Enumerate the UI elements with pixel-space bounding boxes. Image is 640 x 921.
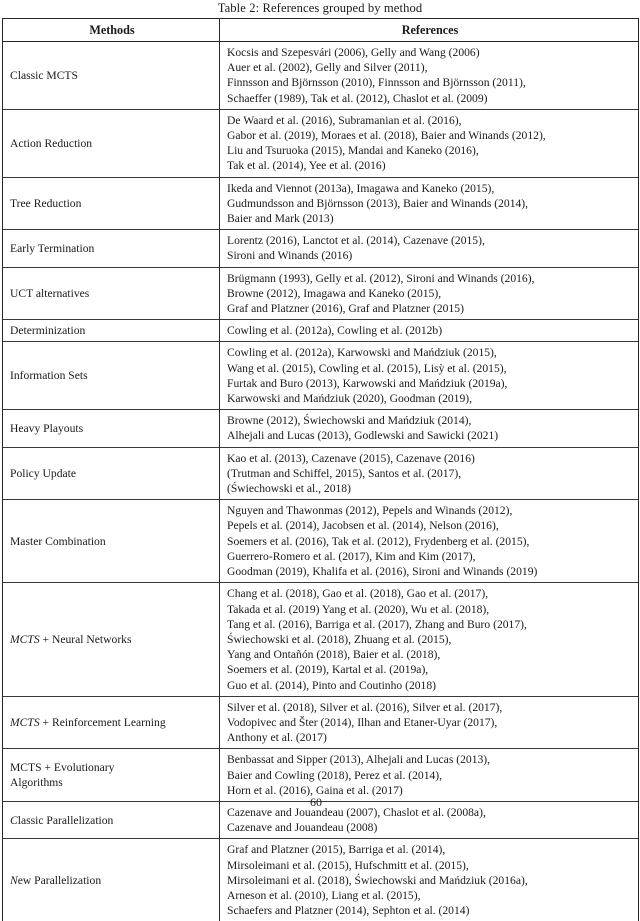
method-label: MCTS + Evolutionary Algorithms <box>3 757 219 793</box>
reference-line: Chang et al. (2018), Gao et al. (2018), Gao et al. (2017), <box>227 586 633 601</box>
table-row <box>3 230 639 267</box>
table-row <box>3 342 639 410</box>
table-row <box>3 500 639 583</box>
cell-method <box>3 500 220 583</box>
reference-line: Kao et al. (2013), Cazenave (2015), Cazenave (2016) <box>227 451 633 466</box>
reference-line: Mirsoleimani et al. (2015), Hufschmitt et al. (2015), <box>227 858 633 873</box>
reference-line: Tang et al. (2016), Barriga et al. (2017), Zhang and Buro (2017), <box>227 617 633 632</box>
reference-line: Anthony et al. (2017) <box>227 730 633 745</box>
reference-line: Kocsis and Szepesvári (2006), Gelly and Wang (2006) <box>227 45 633 60</box>
table-row <box>3 696 639 749</box>
cell-method <box>3 267 220 320</box>
table-row <box>3 749 639 802</box>
column-header-references: References <box>220 19 639 42</box>
references-list <box>220 448 638 500</box>
references-list <box>220 178 638 230</box>
reference-line: Soemers et al. (2016), Tak et al. (2012), Frydenberg et al. (2015), <box>227 534 633 549</box>
reference-line: Baier and Mark (2013) <box>227 211 633 226</box>
reference-line: Furtak and Buro (2013), Karwowski and Mańdziuk (2019a), <box>227 376 633 391</box>
cell-method <box>3 839 220 921</box>
cell-method <box>3 696 220 749</box>
table-row <box>3 42 639 110</box>
reference-line: Soemers et al. (2019), Kartal et al. (2019a), <box>227 662 633 677</box>
table-row <box>3 267 639 320</box>
reference-line: Gudmundsson and Björnsson (2013), Baier and Winands (2014), <box>227 196 633 211</box>
cell-method <box>3 320 220 342</box>
cell-references <box>220 801 639 838</box>
reference-line: Browne (2012), Świechowski and Mańdziuk (2014), <box>227 413 633 428</box>
reference-line: Alhejali and Lucas (2013), Godlewski and Sawicki (2021) <box>227 428 633 443</box>
table-row <box>3 320 639 342</box>
reference-line: Sironi and Winands (2016) <box>227 248 633 263</box>
method-label: UCT alternatives <box>3 283 219 304</box>
table-row <box>3 177 639 230</box>
cell-references <box>220 342 639 410</box>
references-table <box>2 18 639 921</box>
cell-method <box>3 42 220 110</box>
references-list <box>220 230 638 266</box>
cell-references <box>220 177 639 230</box>
references-list <box>220 839 638 921</box>
method-label: MCTS + Reinforcement Learning <box>3 712 219 733</box>
reference-line: Arneson et al. (2010), Liang et al. (2015), <box>227 888 633 903</box>
method-label: Policy Update <box>3 463 219 484</box>
reference-line: Karwowski and Mańdziuk (2020), Goodman (2019), <box>227 391 633 406</box>
reference-line: Świechowski et al. (2018), Zhuang et al. (2015), <box>227 632 633 647</box>
column-header-methods: Methods <box>3 19 220 42</box>
method-label: Information Sets <box>3 365 219 386</box>
reference-line: Finnsson and Björnsson (2010), Finnsson and Björnsson (2011), <box>227 75 633 90</box>
table-caption: Table 2: References grouped by method <box>0 0 640 16</box>
cell-method <box>3 342 220 410</box>
reference-line: Graf and Platzner (2015), Barriga et al. (2014), <box>227 842 633 857</box>
reference-line: Guo et al. (2014), Pinto and Coutinho (2018) <box>227 678 633 693</box>
reference-line: Wang et al. (2015), Cowling et al. (2015), Lisỳ et al. (2015), <box>227 361 633 376</box>
reference-line: Takada et al. (2019) Yang et al. (2020), Wu et al. (2018), <box>227 602 633 617</box>
reference-line: Baier and Cowling (2018), Perez et al. (2014), <box>227 768 633 783</box>
reference-line: De Waard et al. (2016), Subramanian et al. (2016), <box>227 113 633 128</box>
reference-line: (Świechowski et al., 2018) <box>227 481 633 496</box>
cell-method <box>3 447 220 500</box>
reference-line: Gabor et al. (2019), Moraes et al. (2018), Baier and Winands (2012), <box>227 128 633 143</box>
cell-method <box>3 109 220 177</box>
cell-references <box>220 109 639 177</box>
reference-line: Vodopivec and Šter (2014), Ilhan and Etaner-Uyar (2017), <box>227 715 633 730</box>
table-row <box>3 410 639 447</box>
references-list <box>220 110 638 177</box>
reference-line: Schaefers and Platzner (2014), Sephton et al. (2014) <box>227 903 633 918</box>
reference-line: Brügmann (1993), Gelly et al. (2012), Sironi and Winands (2016), <box>227 271 633 286</box>
method-label: Determinization <box>3 320 219 341</box>
method-label: Classic MCTS <box>3 65 219 86</box>
cell-references <box>220 696 639 749</box>
method-label: New Parallelization <box>3 870 219 891</box>
references-list <box>220 320 638 341</box>
reference-line: Silver et al. (2018), Silver et al. (2016), Silver et al. (2017), <box>227 700 633 715</box>
reference-line: Benbassat and Sipper (2013), Alhejali and Lucas (2013), <box>227 752 633 767</box>
reference-line: Cazenave and Jouandeau (2008) <box>227 820 633 835</box>
table-row <box>3 583 639 696</box>
references-list <box>220 342 638 409</box>
reference-line: Goodman (2019), Khalifa et al. (2016), Sironi and Winands (2019) <box>227 564 633 579</box>
cell-references <box>220 267 639 320</box>
table-row <box>3 447 639 500</box>
reference-line: Guerrero-Romero et al. (2017), Kim and Kim (2017), <box>227 549 633 564</box>
reference-line: Lorentz (2016), Lanctot et al. (2014), Cazenave (2015), <box>227 233 633 248</box>
reference-line: (Trutman and Schiffel, 2015), Santos et al. (2017), <box>227 466 633 481</box>
method-label: Action Reduction <box>3 133 219 154</box>
references-list <box>220 583 638 695</box>
reference-line: Liu and Tsuruoka (2015), Mandai and Kaneko (2016), <box>227 143 633 158</box>
cell-references <box>220 410 639 447</box>
reference-line: Auer et al. (2002), Gelly and Silver (2011), <box>227 60 633 75</box>
references-list <box>220 749 638 801</box>
cell-references <box>220 500 639 583</box>
cell-references <box>220 447 639 500</box>
cell-references <box>220 230 639 267</box>
table-row <box>3 109 639 177</box>
references-list <box>220 500 638 582</box>
reference-line: Browne (2012), Imagawa and Kaneko (2015), <box>227 286 633 301</box>
cell-references <box>220 839 639 921</box>
references-list <box>220 410 638 446</box>
references-list <box>220 697 638 749</box>
cell-method <box>3 177 220 230</box>
table-row <box>3 839 639 921</box>
method-label: Tree Reduction <box>3 193 219 214</box>
cell-references <box>220 583 639 696</box>
reference-line: Ikeda and Viennot (2013a), Imagawa and Kaneko (2015), <box>227 181 633 196</box>
reference-line: Mirsoleimani et al. (2018), Świechowski and Mańdziuk (2016a), <box>227 873 633 888</box>
method-label: MCTS + Neural Networks <box>3 629 219 650</box>
cell-method <box>3 230 220 267</box>
cell-method <box>3 801 220 838</box>
method-label: Master Combination <box>3 531 219 552</box>
reference-line: Schaeffer (1989), Tak et al. (2012), Chaslot et al. (2009) <box>227 91 633 106</box>
reference-line: Pepels et al. (2014), Jacobsen et al. (2014), Nelson (2016), <box>227 518 633 533</box>
reference-line: Cowling et al. (2012a), Cowling et al. (2012b) <box>227 323 633 338</box>
reference-line: Yang and Ontañón (2018), Baier et al. (2018), <box>227 647 633 662</box>
references-list <box>220 802 638 838</box>
method-label: Early Termination <box>3 238 219 259</box>
reference-line: Nguyen and Thawonmas (2012), Pepels and Winands (2012), <box>227 503 633 518</box>
cell-method <box>3 410 220 447</box>
table-body <box>3 42 639 921</box>
table-header-row <box>3 19 639 42</box>
cell-method <box>3 749 220 802</box>
references-list <box>220 268 638 320</box>
references-list <box>220 42 638 109</box>
cell-references <box>220 749 639 802</box>
method-label: Classic Parallelization <box>3 810 219 831</box>
reference-line: Tak et al. (2014), Yee et al. (2016) <box>227 158 633 173</box>
method-label: Heavy Playouts <box>3 418 219 439</box>
reference-line: Horn et al. (2016), Gaina et al. (2017) <box>227 783 633 798</box>
reference-line: Cazenave and Jouandeau (2007), Chaslot et al. (2008a), <box>227 805 633 820</box>
reference-line: Cowling et al. (2012a), Karwowski and Mańdziuk (2015), <box>227 345 633 360</box>
table-row <box>3 801 639 838</box>
cell-references <box>220 42 639 110</box>
cell-method <box>3 583 220 696</box>
page-number: 60 <box>310 795 322 810</box>
reference-line: Graf and Platzner (2016), Graf and Platzner (2015) <box>227 301 633 316</box>
cell-references <box>220 320 639 342</box>
